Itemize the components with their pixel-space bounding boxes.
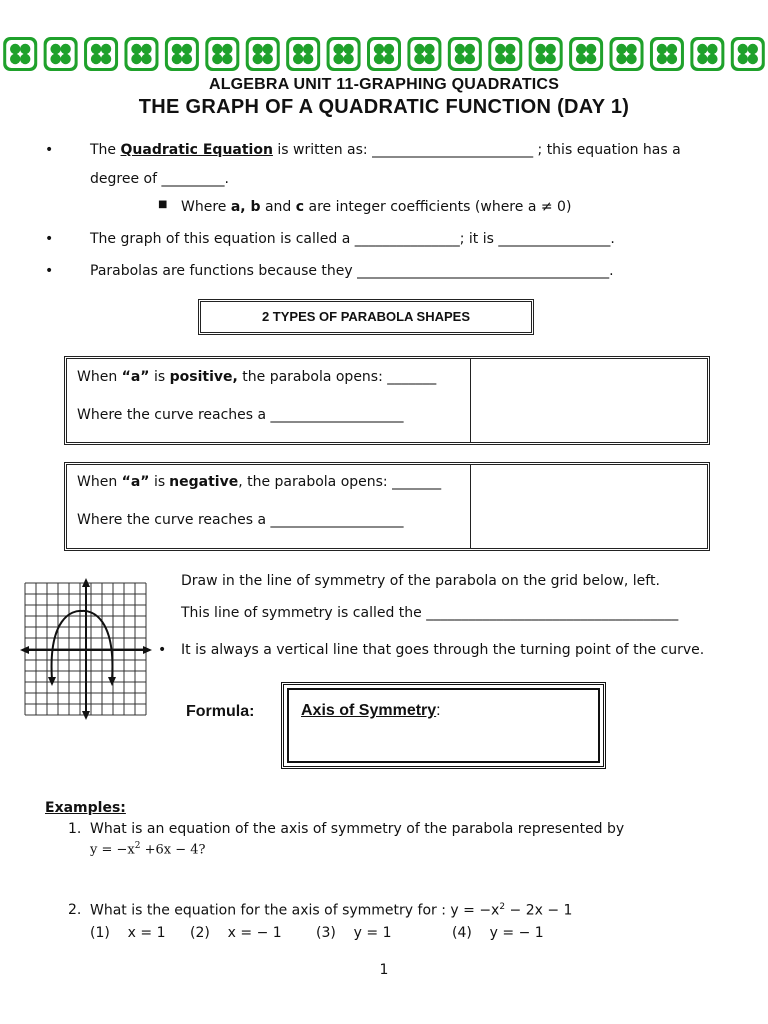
choice-4-value: y = − 1 — [489, 925, 544, 941]
clover-tile — [124, 37, 158, 71]
sub-post: are integer coefficients (where a ≠ 0) — [308, 199, 572, 215]
page-number: 1 — [379, 962, 389, 978]
example-2-number: 2. — [68, 902, 82, 918]
clover-tile — [165, 37, 199, 71]
clover-tile — [246, 37, 280, 71]
positive-a: “a” — [121, 369, 150, 385]
note-1-pre: The — [90, 142, 117, 158]
negative-pre: When — [77, 474, 118, 490]
note-line-3: Parabolas are functions because they ____________________________________. — [90, 263, 614, 279]
example-1-number: 1. — [68, 821, 82, 837]
axis-of-symmetry-box — [281, 682, 606, 769]
axis-of-symmetry-text: Axis of Symmetry — [301, 702, 437, 719]
negative-is: is — [153, 474, 166, 490]
parabola-types-box — [198, 299, 534, 335]
parabola-types-label: 2 TYPES OF PARABOLA SHAPES — [261, 309, 471, 324]
choice-4-num: (4) — [452, 925, 472, 941]
note-line-1 — [90, 142, 681, 158]
clover-tile — [44, 37, 78, 71]
clover-tile — [529, 37, 563, 71]
clover-tile — [488, 37, 522, 71]
example-2-text — [90, 902, 572, 919]
bullet-dot: • — [158, 642, 167, 658]
choice-3-value: y = 1 — [353, 925, 392, 941]
clover-tile — [448, 37, 482, 71]
clover-tile — [650, 37, 684, 71]
table-divider — [470, 465, 471, 548]
ex1-eq-exponent: 2 — [134, 841, 141, 851]
negative-sign: negative — [169, 474, 239, 490]
unit-title: ALGEBRA UNIT 11-GRAPHING QUADRATICS — [208, 76, 560, 93]
sub-and: and — [264, 199, 292, 215]
quadratic-equation-term: Quadratic Equation — [120, 142, 273, 158]
clover-tile — [610, 37, 644, 71]
bullet-dot: • — [45, 231, 54, 247]
choice-3-num: (3) — [316, 925, 336, 941]
note-1-post: is written as: _______________________ ; this equation has a — [277, 142, 681, 158]
negative-line-1 — [77, 474, 441, 490]
sub-pre: Where — [181, 199, 227, 215]
bullet-dot: • — [45, 142, 54, 158]
negative-line-2: Where the curve reaches a ___________________ — [77, 512, 404, 528]
clover-tile — [569, 37, 603, 71]
symmetry-line-2: This line of symmetry is called the ____________________________________ — [181, 605, 679, 621]
negative-table — [64, 462, 710, 551]
note-line-2: The graph of this equation is called a _______________; it is ________________. — [90, 231, 615, 247]
table-divider — [470, 359, 471, 442]
axis-of-symmetry-label — [301, 702, 441, 720]
parabola-curve — [52, 611, 113, 680]
clover-tile — [367, 37, 401, 71]
clover-tile — [205, 37, 239, 71]
clover-tile — [3, 37, 37, 71]
note-line-1b: degree of _________. — [90, 171, 229, 187]
positive-is: is — [153, 369, 166, 385]
choice-3 — [316, 925, 391, 941]
example-1-equation — [90, 841, 206, 857]
clover-tile — [690, 37, 724, 71]
note-sub-line — [181, 199, 571, 215]
ex2-tail: − 2x − 1 — [505, 902, 573, 919]
parabola-grid-graphic — [20, 578, 152, 720]
choice-1 — [90, 925, 165, 941]
clover-border — [0, 36, 768, 72]
ex2-text-main: What is the equation for the axis of symmetry for : y = −x — [90, 902, 500, 919]
axis-box-inner-border — [287, 688, 600, 763]
clover-tile — [327, 37, 361, 71]
positive-pre: When — [77, 369, 118, 385]
choice-4 — [452, 925, 544, 941]
positive-table — [64, 356, 710, 445]
symmetry-bullet: It is always a vertical line that goes through the turning point of the curve. — [181, 642, 705, 658]
positive-line-1 — [77, 369, 436, 385]
ex2-exponent: 2 — [499, 902, 506, 912]
choice-2-num: (2) — [190, 925, 210, 941]
symmetry-line-1: Draw in the line of symmetry of the parabola on the grid below, left. — [181, 573, 660, 589]
clover-tile — [407, 37, 441, 71]
clover-tile — [84, 37, 118, 71]
negative-a: “a” — [121, 474, 150, 490]
choice-2-value: x = − 1 — [227, 925, 282, 941]
clover-border-graphic — [0, 36, 768, 72]
x-axis-arrow-right — [143, 646, 152, 654]
choice-2 — [190, 925, 282, 941]
choice-1-num: (1) — [90, 925, 110, 941]
clover-tile — [731, 37, 765, 71]
sub-bullet: ■ — [158, 199, 168, 210]
example-1-text: What is an equation of the axis of symmetry of the parabola represented by — [90, 821, 625, 837]
page-title: THE GRAPH OF A QUADRATIC FUNCTION (DAY 1) — [138, 96, 630, 118]
sub-c: c — [295, 199, 305, 215]
positive-sign: positive, — [169, 369, 238, 385]
choice-1-value: x = 1 — [127, 925, 166, 941]
ex1-eq-base: y = −x — [90, 842, 135, 858]
positive-line-2: Where the curve reaches a ___________________ — [77, 407, 404, 423]
clover-tile — [286, 37, 320, 71]
positive-post: the parabola opens: _______ — [242, 369, 437, 385]
formula-label: Formula: — [186, 703, 255, 720]
axis-colon: : — [436, 702, 441, 719]
bullet-dot: • — [45, 263, 54, 279]
ex1-eq-tail: +6x − 4? — [140, 842, 206, 858]
negative-post: , the parabola opens: _______ — [238, 474, 442, 490]
sub-ab: a, b — [230, 199, 261, 215]
examples-heading: Examples: — [45, 800, 126, 816]
